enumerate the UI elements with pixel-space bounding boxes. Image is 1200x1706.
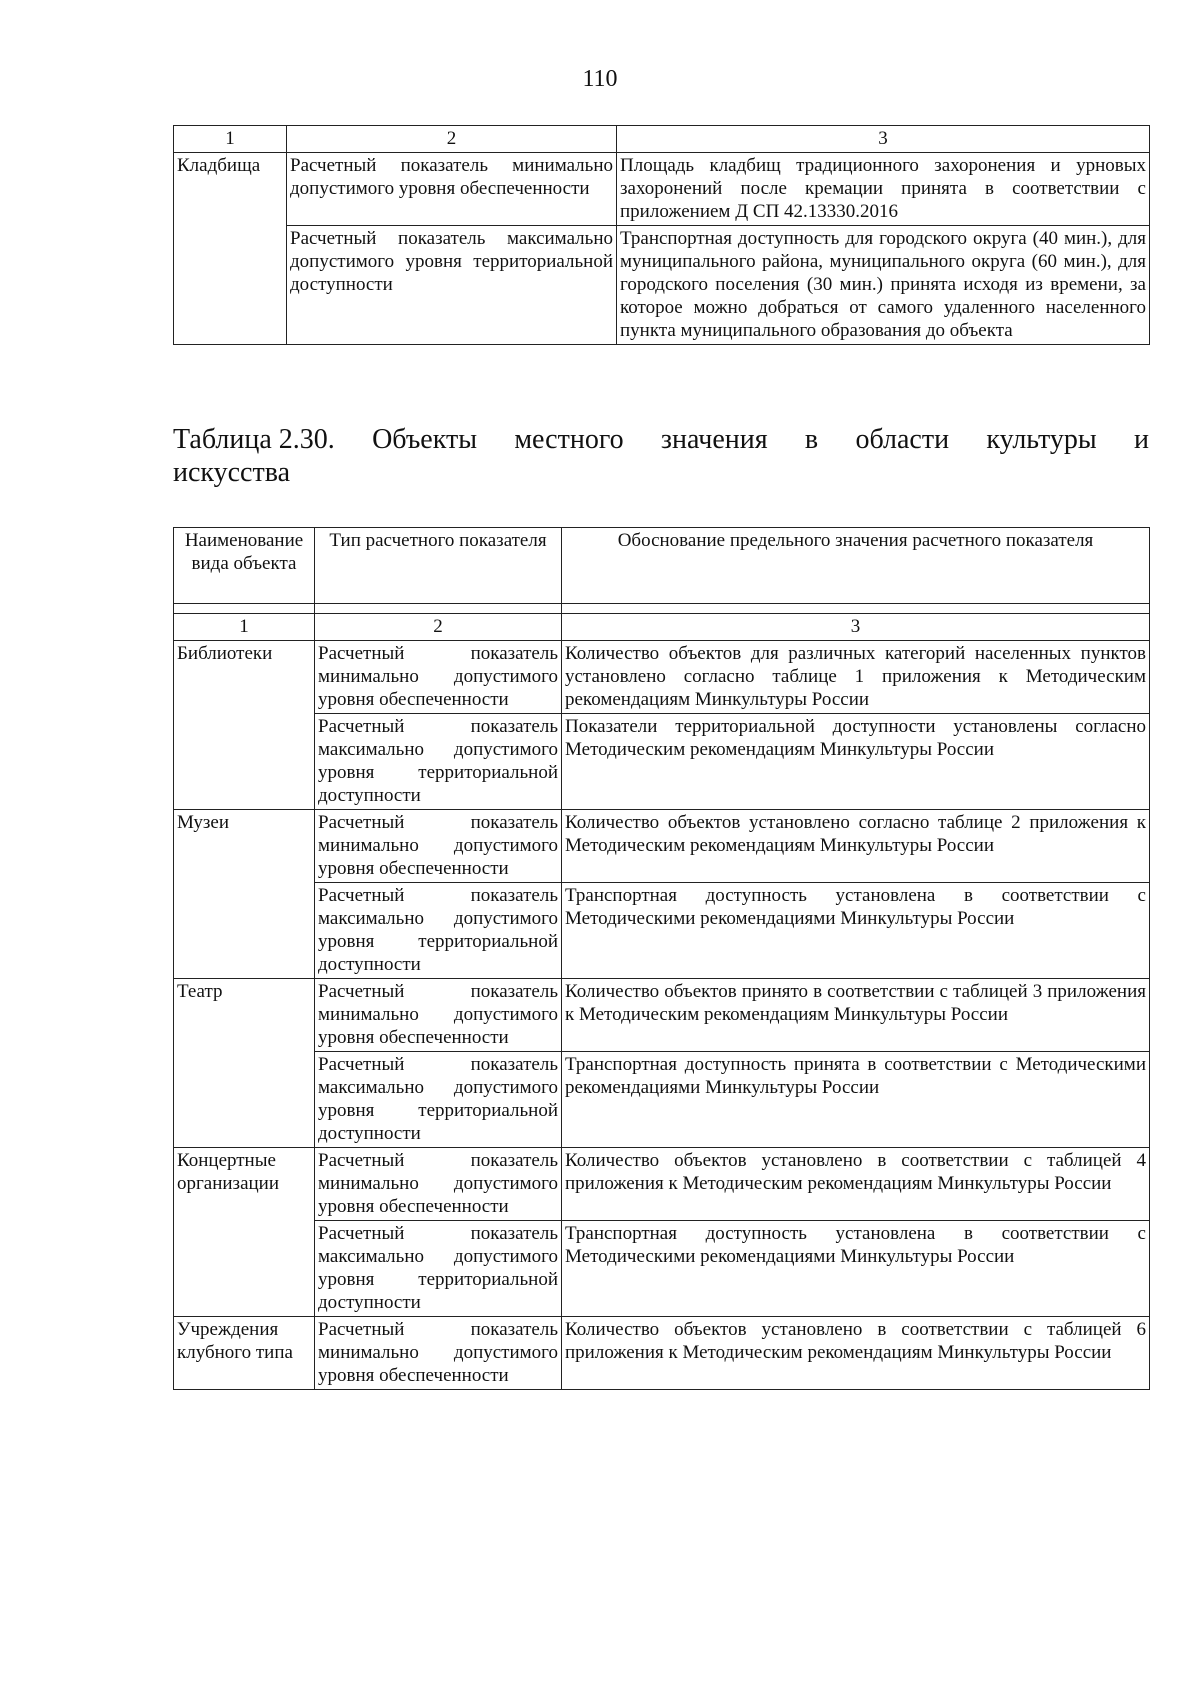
table-row (174, 1052, 1150, 1148)
indicator-type-cell: Расчетный показатель минимально допустимого уровня обеспеченности (287, 153, 617, 226)
basis-cell: Количество объектов установлено в соответствии с таблицей 6 приложения к Методическим рекомендациям Минкультуры России (562, 1317, 1150, 1390)
table-row (174, 226, 1150, 345)
basis-cell: Транспортная доступность принята в соответствии с Методическими рекомендациями Минкультуры России (562, 1052, 1150, 1148)
header-indicator-type: Тип расчетного показателя (315, 528, 562, 604)
table-row (174, 641, 1150, 714)
indicator-type-cell: Расчетный показатель максимально допустимого уровня территориальной доступности (315, 714, 562, 810)
caption-word: Объекты (372, 424, 478, 455)
caption-word: и (1134, 424, 1149, 455)
basis-cell: Количество объектов принято в соответствии с таблицей 3 приложения к Методическим рекомендациям Минкультуры России (562, 979, 1150, 1052)
indicator-type-cell: Расчетный показатель минимально допустимого уровня обеспеченности (315, 641, 562, 714)
table-row (174, 714, 1150, 810)
indicator-type-cell: Расчетный показатель максимально допустимого уровня территориальной доступности (315, 883, 562, 979)
object-type-cell: Учреждения клубного типа (174, 1317, 315, 1390)
indicator-type-cell: Расчетный показатель минимально допустимого уровня обеспеченности (315, 1317, 562, 1390)
header-row (174, 528, 1150, 604)
column-number-row (174, 614, 1150, 641)
table-row (174, 1148, 1150, 1221)
caption-word: Таблица 2.30. (173, 424, 335, 455)
caption-line2: искусства (173, 457, 290, 488)
table-row (174, 1317, 1150, 1390)
caption-word: культуры (986, 424, 1097, 455)
object-type-cell: Библиотеки (174, 641, 315, 810)
spacer-cell (562, 604, 1150, 614)
caption-word: местного (514, 424, 624, 455)
column-number: 3 (617, 126, 1150, 153)
header-object-name: Наименование вида объекта (174, 528, 315, 604)
spacer-cell (315, 604, 562, 614)
basis-cell: Площадь кладбищ традиционного захоронения и урновых захоронений после кремации принята в соответствии с приложением Д СП 42.13330.2016 (617, 153, 1150, 226)
basis-cell: Количество объектов для различных категорий населенных пунктов установлено согласно таблице 1 приложения к Методическим рекомендациям Минкультуры России (562, 641, 1150, 714)
column-number: 1 (174, 614, 315, 641)
basis-cell: Количество объектов установлено в соответствии с таблицей 4 приложения к Методическим рекомендациям Минкультуры России (562, 1148, 1150, 1221)
object-type-cell: Музеи (174, 810, 315, 979)
column-number: 3 (562, 614, 1150, 641)
column-number: 2 (287, 126, 617, 153)
basis-cell: Количество объектов установлено согласно таблице 2 приложения к Методическим рекомендациям Минкультуры России (562, 810, 1150, 883)
table-row (174, 979, 1150, 1052)
table-row (174, 810, 1150, 883)
indicator-type-cell: Расчетный показатель минимально допустимого уровня обеспеченности (315, 810, 562, 883)
basis-cell: Транспортная доступность установлена в соответствии с Методическими рекомендациями Минкультуры России (562, 1221, 1150, 1317)
table-row (174, 883, 1150, 979)
page-number: 110 (582, 66, 618, 92)
object-type-cell: Кладбища (174, 153, 287, 345)
indicator-type-cell: Расчетный показатель минимально допустимого уровня обеспеченности (315, 1148, 562, 1221)
caption-word: в (804, 424, 819, 455)
object-type-cell: Концертные организации (174, 1148, 315, 1317)
object-type-cell: Театр (174, 979, 315, 1148)
spacer-row (174, 604, 1150, 614)
column-number: 1 (174, 126, 287, 153)
table-row (174, 1221, 1150, 1317)
cemetery-table (173, 125, 1150, 345)
indicator-type-cell: Расчетный показатель максимально допустимого уровня территориальной доступности (315, 1052, 562, 1148)
table-caption (173, 423, 1149, 489)
indicator-type-cell: Расчетный показатель максимально допустимого уровня территориальной доступности (287, 226, 617, 345)
column-number-row (174, 126, 1150, 153)
basis-cell: Показатели территориальной доступности установлены согласно Методическим рекомендациям Минкультуры России (562, 714, 1150, 810)
basis-cell: Транспортная доступность установлена в соответствии с Методическими рекомендациями Минкультуры России (562, 883, 1150, 979)
indicator-type-cell: Расчетный показатель минимально допустимого уровня обеспеченности (315, 979, 562, 1052)
basis-cell: Транспортная доступность для городского округа (40 мин.), для муниципального района, муниципального округа (60 мин.), для городского поселения (30 мин.) принята исходя из времени, за которое можно добраться от самого удаленного населенного пункта муниципального образования до объекта (617, 226, 1150, 345)
column-number: 2 (315, 614, 562, 641)
caption-word: значения (660, 424, 768, 455)
spacer-cell (174, 604, 315, 614)
header-basis: Обоснование предельного значения расчетного показателя (562, 528, 1150, 604)
caption-word: области (855, 424, 950, 455)
table-row (174, 153, 1150, 226)
indicator-type-cell: Расчетный показатель максимально допустимого уровня территориальной доступности (315, 1221, 562, 1317)
culture-objects-table (173, 527, 1150, 1390)
